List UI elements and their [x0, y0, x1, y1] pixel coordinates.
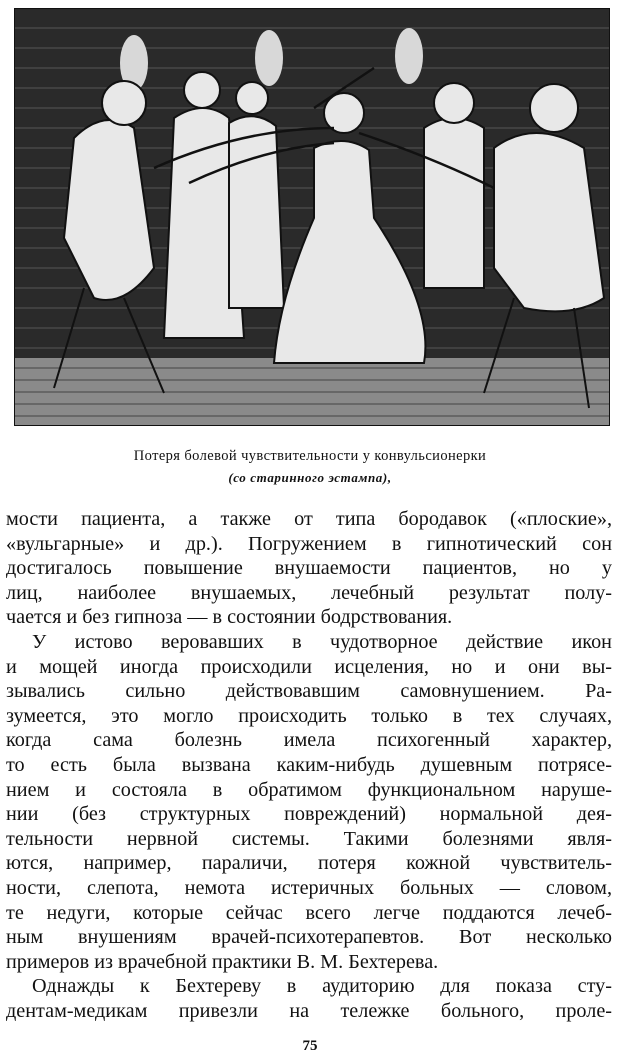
- text-line: мости пациента, а также от типа бородавок («плоские»,: [6, 508, 612, 530]
- text-line: нии (без структурных повреждений) нормальной дея-: [6, 803, 612, 826]
- text-line: У истово веровавших в чудотворное действие икон: [32, 630, 612, 653]
- figure-right-man-back: [424, 118, 484, 288]
- page-number: 75: [302, 1038, 318, 1054]
- text-line: зывались сильно действовавшим самовнушением. Ра-: [6, 680, 612, 703]
- text-line: Однажды к Бехтереву в аудиторию для показа сту-: [32, 975, 612, 998]
- text-line: ются, например, параличи, потеря кожной чувствитель-: [6, 852, 612, 875]
- text-line: ным внушениям врачей-психотерапевтов. Вот несколько: [6, 926, 612, 949]
- illustration-source: (со старинного эстампа),: [228, 470, 392, 485]
- text-line: когда сама болезнь имела психогенный характер,: [6, 729, 612, 752]
- body-text: [6, 507, 612, 1023]
- text-line: дентам-медикам привезли на тележке больного, проле-: [6, 999, 612, 1022]
- illustration-caption: Потеря болевой чувствительности у конвульсионерки: [133, 448, 487, 464]
- text-line: зумеется, это могло происходить только в тех случаях,: [6, 704, 612, 727]
- text-line: лиц, наиболее внушаемых, лечебный результат полу-: [6, 581, 612, 604]
- text-line: и мощей иногда происходили исцеления, но и они вы-: [6, 655, 612, 678]
- text-line: тельности нервной системы. Такими болезнями явля-: [6, 827, 612, 850]
- text-line: те недуги, которые сейчас всего легче поддаются лечеб-: [6, 901, 612, 924]
- figure-woman-back-center: [229, 116, 284, 308]
- text-line: то есть была вызвана каким-нибудь душевным потрясе-: [6, 753, 612, 776]
- text-line: ности, слепота, немота истеричных больных — словом,: [6, 876, 612, 899]
- engraving-drawing: [14, 8, 610, 426]
- text-line: «вульгарные» и др.). Погружением в гипнотический сон: [6, 532, 612, 555]
- text-line: чается и без гипноза — в состоянии бодрствования.: [6, 606, 453, 629]
- text-line: достигалось повышение внушаемости пациентов, но у: [6, 557, 612, 580]
- text-line: нием и состояла в обратимом функциональном наруше-: [6, 778, 612, 801]
- text-line: примеров из врачебной практики В. М. Бехтерева.: [6, 950, 439, 973]
- engraving-illustration: [14, 8, 610, 426]
